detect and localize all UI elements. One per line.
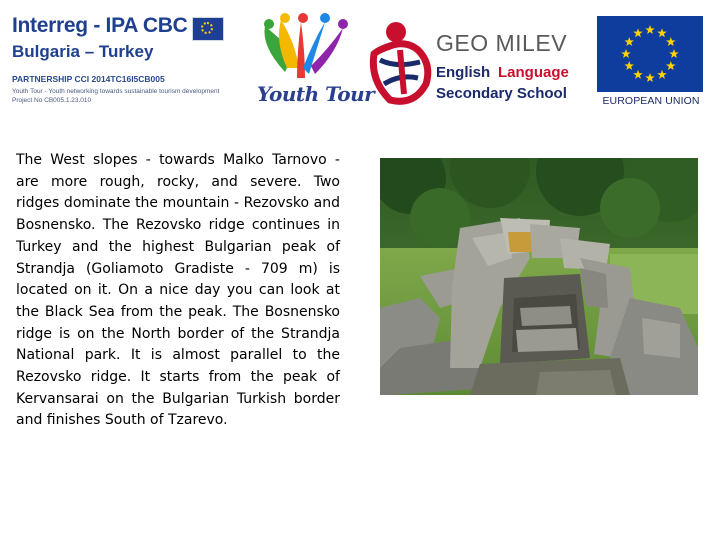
geo-milev-logo	[360, 14, 585, 110]
geo-milev-emblem-icon	[360, 14, 434, 110]
eu-star-icon	[633, 28, 643, 37]
geo-milev-title: GEO MILEV	[436, 30, 568, 56]
geo-milev-english: English	[436, 64, 491, 81]
eu-star-icon	[645, 73, 655, 82]
youth-tour-text: Youth Tour	[257, 82, 375, 106]
geo-milev-school: Secondary School	[436, 85, 567, 102]
interreg-title: Interreg - IPA CBC	[12, 14, 188, 37]
eu-star-icon	[624, 61, 634, 70]
eu-star-icon	[657, 70, 667, 79]
eu-star-icon	[657, 28, 667, 37]
eu-star-icon	[645, 25, 655, 34]
header	[0, 0, 720, 118]
youth-tour-figures-icon	[255, 12, 355, 84]
european-union-label: EUROPEAN UNION	[602, 95, 700, 107]
stone-ruins-image	[380, 158, 698, 395]
european-union-logo	[596, 16, 706, 112]
project-description: Youth Tour - Youth networking towards sustainable tourism development	[12, 88, 220, 95]
youth-tour-logo	[255, 12, 375, 110]
interreg-logo	[10, 10, 250, 110]
partnership-code: PARTNERSHIP CCI 2014TC16I5CB005	[12, 74, 165, 84]
ruins-photo	[380, 158, 698, 395]
eu-star-icon	[624, 37, 634, 46]
interreg-subtitle: Bulgaria – Turkey	[12, 42, 154, 61]
eu-star-icon	[669, 49, 679, 58]
eu-star-icon	[666, 37, 676, 46]
eu-star-icon	[621, 49, 631, 58]
eu-star-icon	[633, 70, 643, 79]
description-paragraph: The West slopes - towards Malko Tarnovo - are more rough, rocky, and severe. Two ridges dominate the mountain - Rezovsko and Bosnensko. The Rezovsko ridge continues in Turkey and the highest Bulgarian peak of Strandja (Goliamoto Gradiste - 709 m) is located on it. On a nice day you can look at the Black Sea from the peak. The Bosnensko ridge is on the North border of the Strandja National park. It is almost parallel to the Rezovsko ridge. It starts from the peak of Kervansarai on the Bulgarian Turkish border and finishes South of Tzarevo.	[16, 152, 340, 429]
eu-flag-small-icon	[192, 17, 224, 41]
project-number: Project No CB005.1.23.010	[12, 97, 92, 104]
eu-flag-icon	[597, 16, 703, 92]
eu-star-icon	[666, 61, 676, 70]
geo-milev-language: Language	[498, 64, 569, 81]
